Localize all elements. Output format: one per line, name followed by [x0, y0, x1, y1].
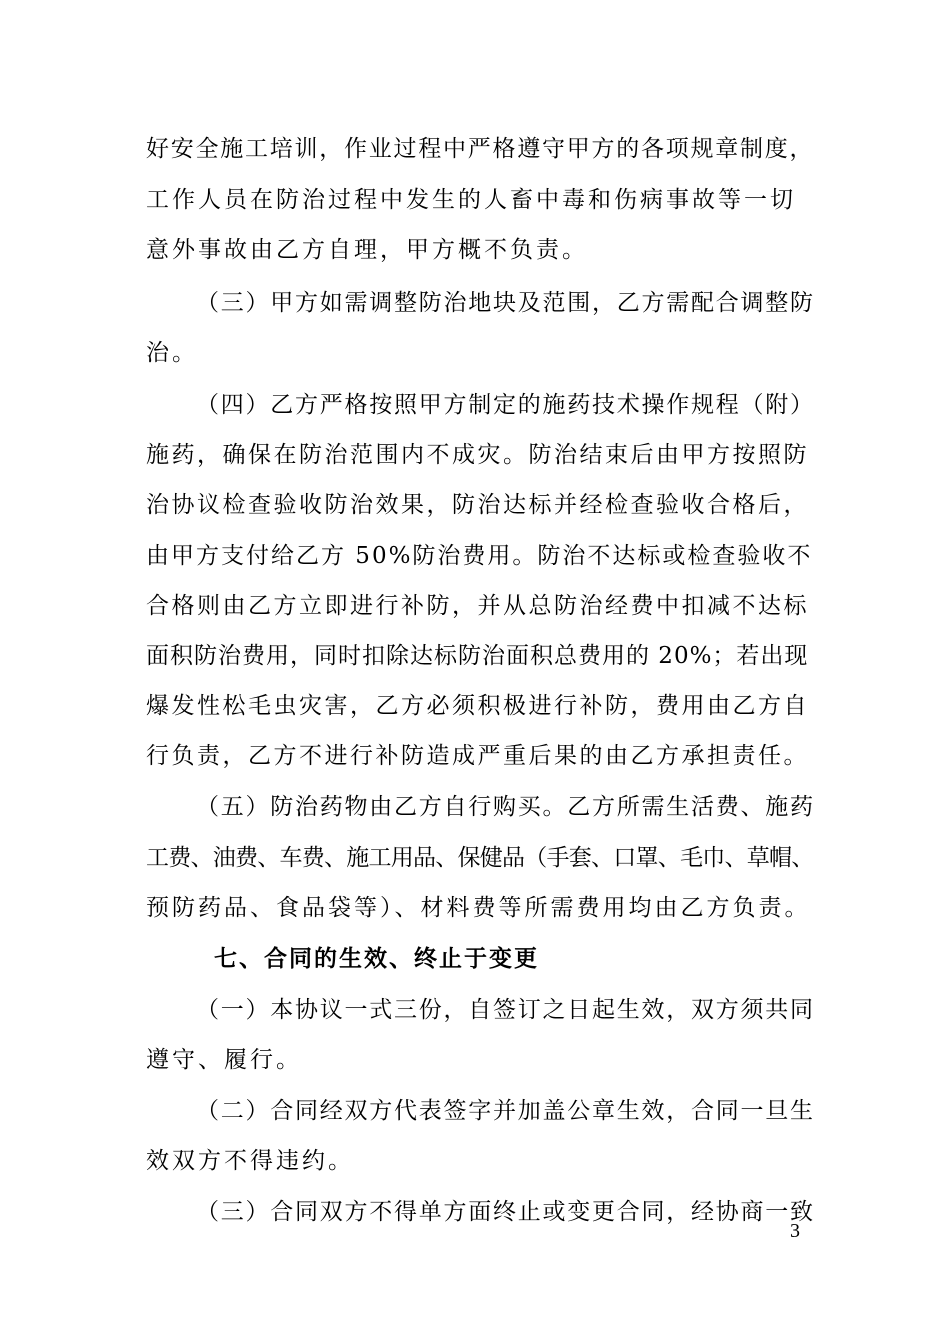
paragraph-line: 意外事故由乙方自理，甲方概不负责。: [146, 237, 588, 263]
page-number: 3: [790, 1220, 800, 1242]
paragraph-line: 合格则由乙方立即进行补防，并从总防治经费中扣减不达标: [146, 593, 809, 619]
paragraph-line: （一）本协议一式三份，自签订之日起生效，双方须共同: [196, 997, 815, 1023]
paragraph-line: 工作人员在防治过程中发生的人畜中毒和伤病事故等一切: [146, 187, 796, 213]
section-heading: 七、合同的生效、终止于变更: [214, 946, 539, 972]
paragraph-line: 遵守、履行。: [146, 1047, 302, 1073]
paragraph-line: 效双方不得违约。: [146, 1148, 354, 1174]
paragraph-line: （四）乙方严格按照甲方制定的施药技术操作规程（附）: [196, 392, 815, 418]
paragraph-line: （二）合同经双方代表签字并加盖公章生效，合同一旦生: [196, 1098, 815, 1124]
paragraph-line: 预防药品、食品袋等）、材料费等所需费用均由乙方负责。: [146, 895, 811, 921]
paragraph-line: （三）合同双方不得单方面终止或变更合同，经协商一致: [196, 1199, 815, 1225]
paragraph-line: 由甲方支付给乙方 50%防治费用。防治不达标或检查验收不: [146, 543, 813, 569]
paragraph-line: （五）防治药物由乙方自行购买。乙方所需生活费、施药: [196, 794, 815, 820]
paragraph-line: （三）甲方如需调整防治地块及范围，乙方需配合调整防: [196, 290, 815, 316]
paragraph-line: 好安全施工培训，作业过程中严格遵守甲方的各项规章制度，: [146, 136, 815, 162]
paragraph-line: 治。: [146, 340, 198, 366]
paragraph-line: 行负责，乙方不进行补防造成严重后果的由乙方承担责任。: [146, 743, 809, 769]
paragraph-line: 施药，确保在防治范围内不成灾。防治结束后由甲方按照防: [146, 442, 809, 468]
paragraph-line: 工费、油费、车费、施工用品、保健品（手套、口罩、毛巾、草帽、: [146, 845, 814, 871]
paragraph-line: 面积防治费用，同时扣除达标防治面积总费用的 20%；若出现: [146, 643, 809, 669]
paragraph-line: 爆发性松毛虫灾害，乙方必须积极进行补防，费用由乙方自: [146, 693, 809, 719]
paragraph-line: 治协议检查验收防治效果，防治达标并经检查验收合格后，: [146, 492, 809, 518]
